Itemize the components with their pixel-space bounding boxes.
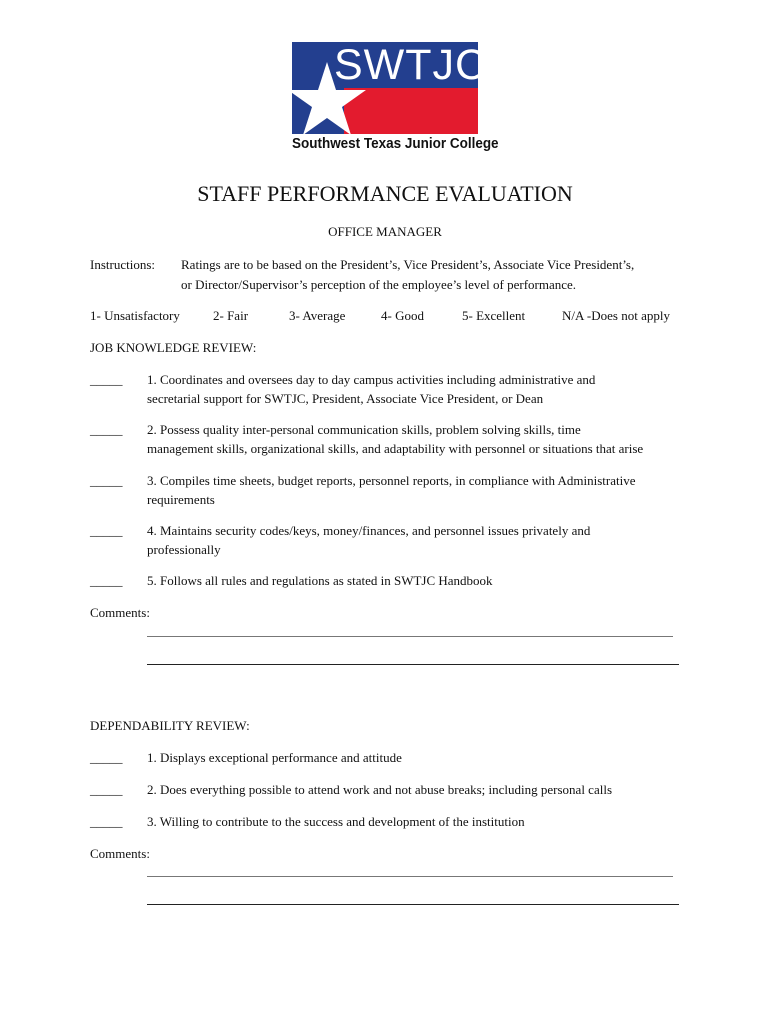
comments-label: Comments:: [90, 846, 150, 861]
section-heading-dependability: DEPENDABILITY REVIEW:: [90, 718, 250, 733]
rating-blank[interactable]: _____: [90, 372, 123, 387]
rating-2: 2- Fair: [213, 308, 249, 323]
page-title: STAFF PERFORMANCE EVALUATION: [197, 181, 573, 206]
item-text: 3. Willing to contribute to the success and development of the institution: [147, 814, 525, 829]
item-text-line-1: 2. Possess quality inter-personal communication skills, problem solving skills, time: [147, 422, 581, 437]
rating-blank[interactable]: _____: [90, 422, 123, 437]
item-text-line-1: 4. Maintains security codes/keys, money/finances, and personnel issues privately and: [147, 523, 591, 538]
comment-line[interactable]: [147, 664, 679, 665]
rating-blank[interactable]: _____: [90, 814, 123, 829]
item-text: 1. Displays exceptional performance and attitude: [147, 750, 402, 765]
instructions-line-2: or Director/Supervisor’s perception of the employee’s level of performance.: [181, 277, 577, 292]
rating-blank[interactable]: _____: [90, 782, 123, 797]
instructions-line-1: Ratings are to be based on the President’s, Vice President’s, Associate Vice President’s,: [181, 257, 635, 272]
item-text-line-2: management skills, organizational skills, and adaptability with personnel or situations that arise: [147, 441, 644, 456]
rating-blank[interactable]: _____: [90, 523, 123, 538]
comment-line[interactable]: [147, 904, 679, 905]
rating-blank[interactable]: _____: [90, 750, 123, 765]
instructions-label: Instructions:: [90, 257, 155, 272]
position-title: OFFICE MANAGER: [328, 224, 442, 239]
item-text-line-1: 5. Follows all rules and regulations as stated in SWTJC Handbook: [147, 573, 493, 588]
rating-4: 4- Good: [381, 308, 424, 323]
item-text-line-2: professionally: [147, 542, 221, 557]
item-text-line-1: 1. Coordinates and oversees day to day campus activities including administrative and: [147, 372, 596, 387]
rating-3: 3- Average: [289, 308, 346, 323]
section-heading-job-knowledge: JOB KNOWLEDGE REVIEW:: [90, 340, 257, 355]
item-text-line-2: requirements: [147, 492, 215, 507]
rating-blank[interactable]: _____: [90, 473, 123, 488]
comment-line[interactable]: [147, 636, 673, 637]
rating-na: N/A -Does not apply: [562, 308, 670, 323]
rating-1: 1- Unsatisfactory: [90, 308, 180, 323]
comments-label: Comments:: [90, 605, 150, 620]
rating-5: 5- Excellent: [462, 308, 526, 323]
comment-line[interactable]: [147, 876, 673, 877]
item-text-line-2: secretarial support for SWTJC, President, Associate Vice President, or Dean: [147, 391, 544, 406]
item-text: 2. Does everything possible to attend work and not abuse breaks; including personal calls: [147, 782, 613, 797]
item-text-line-1: 3. Compiles time sheets, budget reports, personnel reports, in compliance with Administrative: [147, 473, 636, 488]
logo-name: SWTJC: [334, 41, 488, 89]
logo-subtitle: Southwest Texas Junior College: [292, 136, 499, 152]
rating-blank[interactable]: _____: [90, 573, 123, 588]
